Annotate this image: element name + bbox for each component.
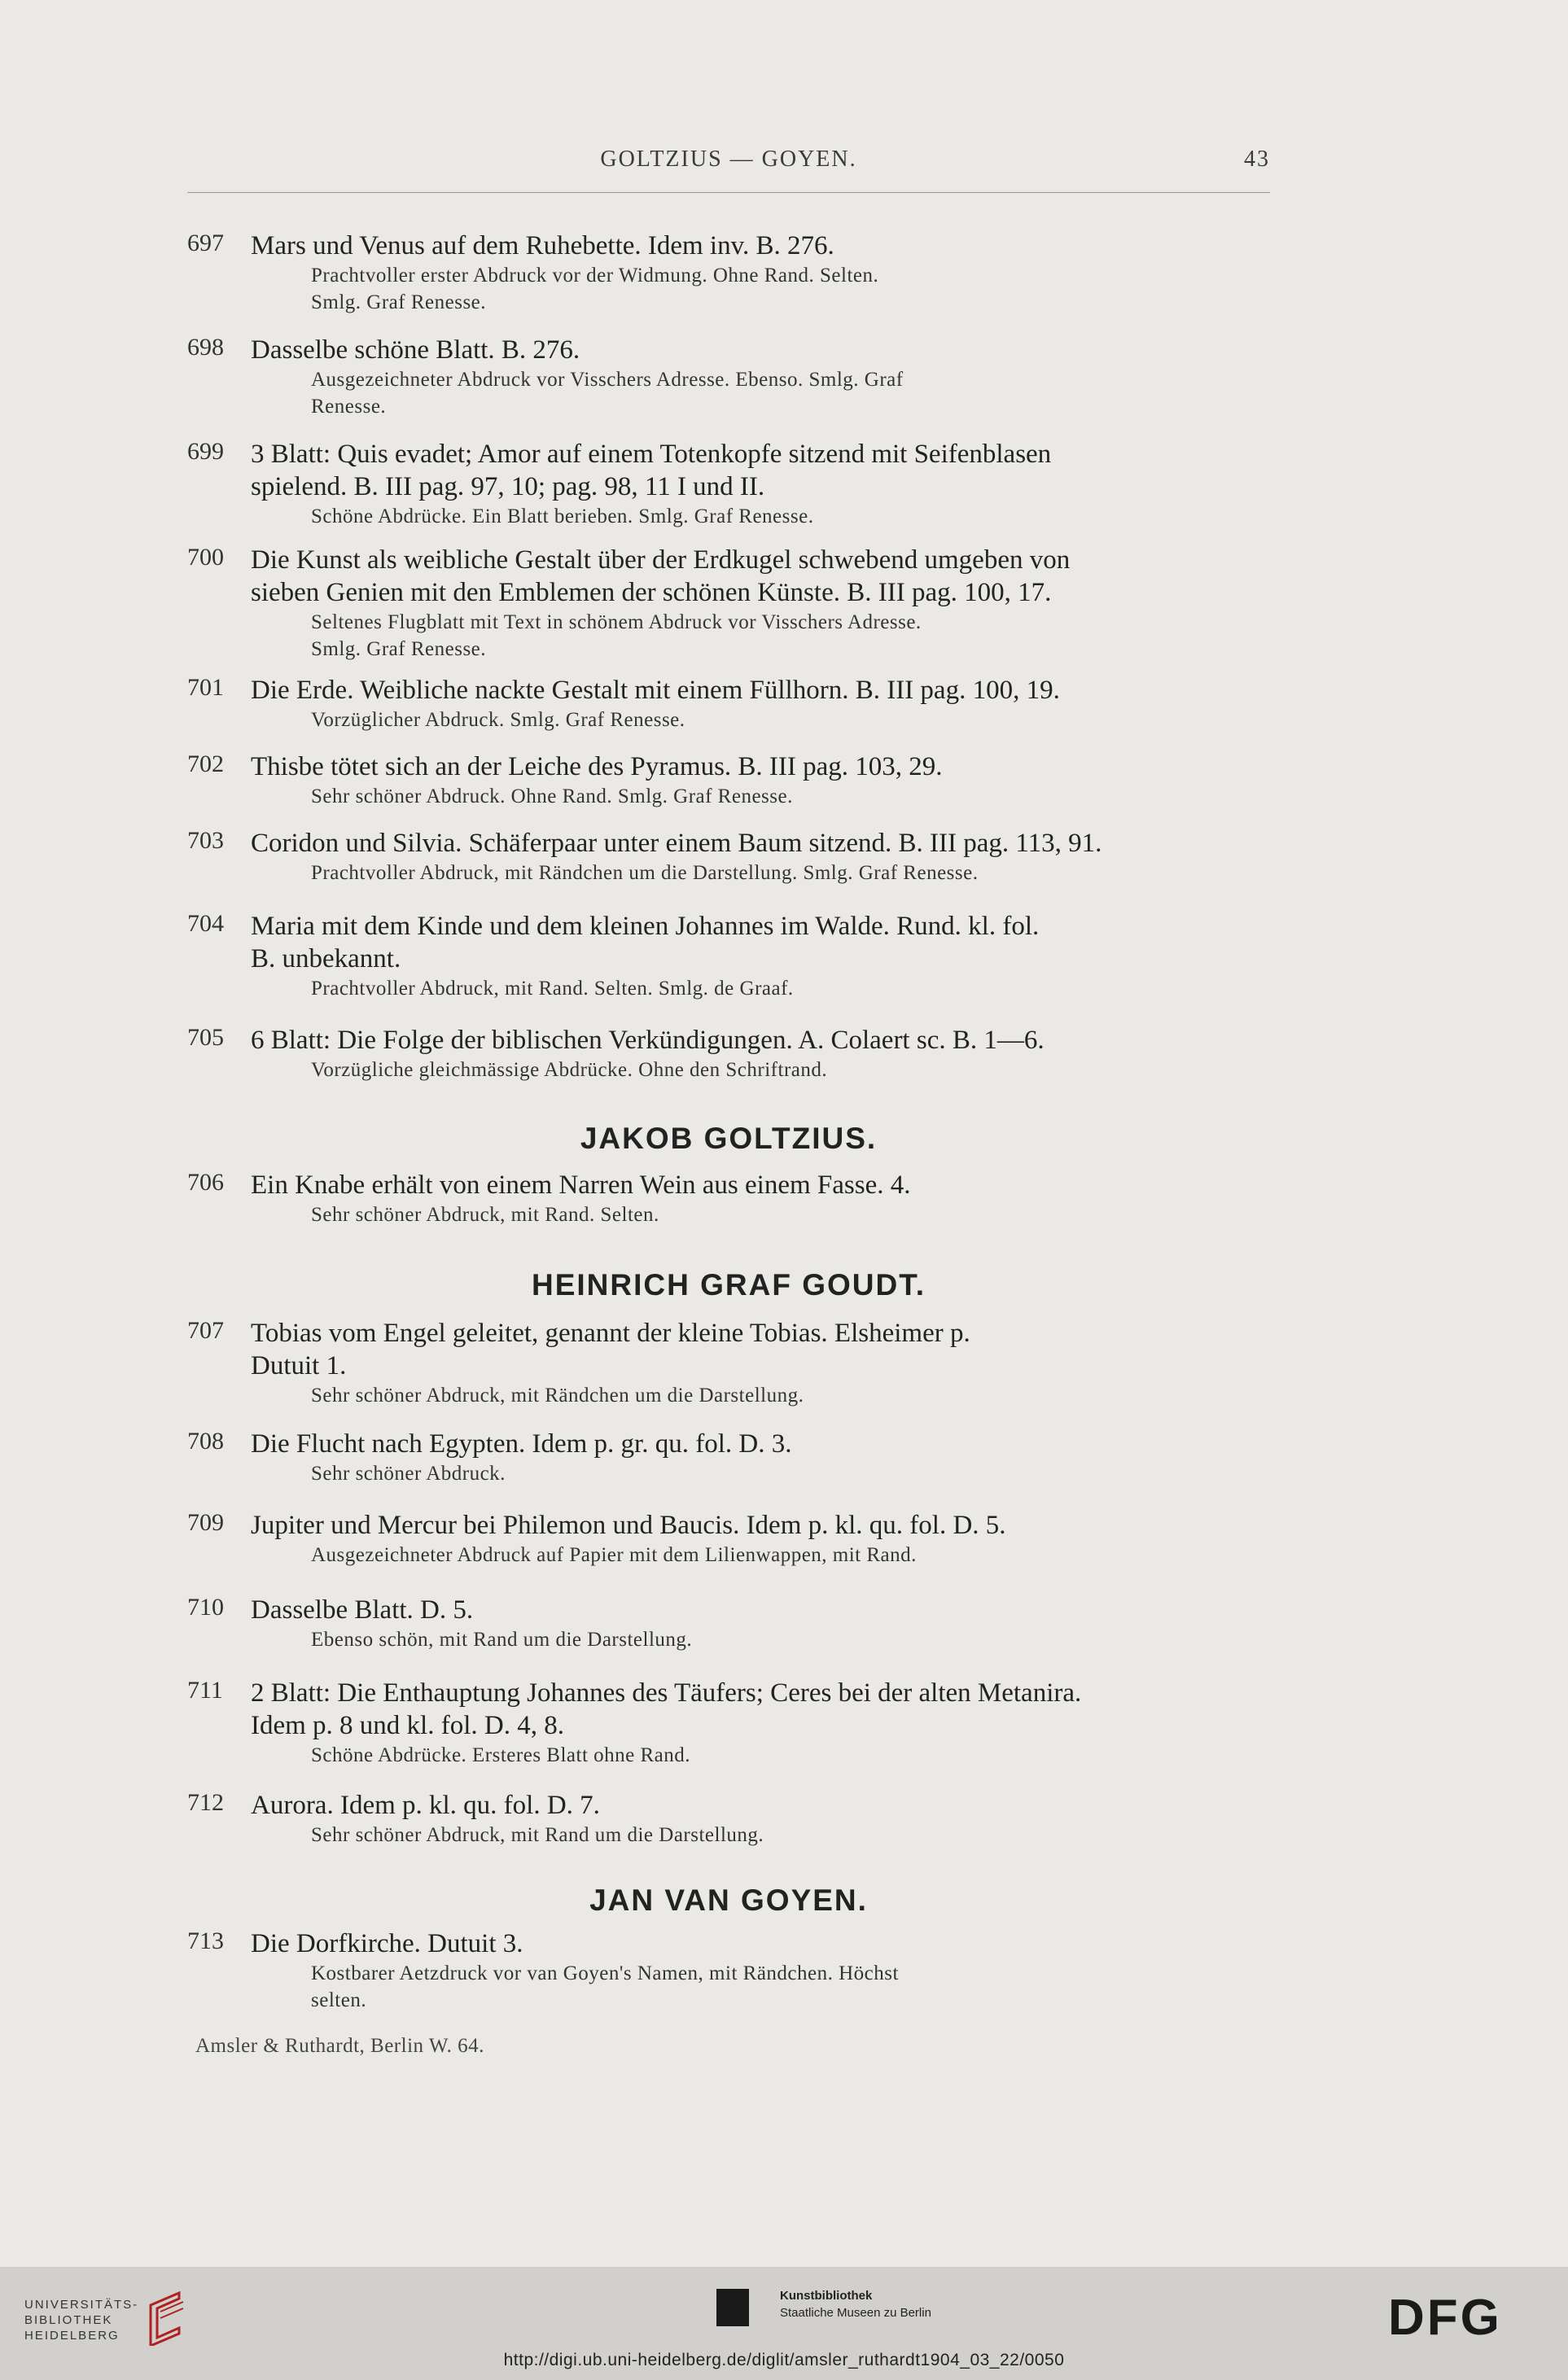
kunstbibliothek-logo-icon xyxy=(716,2289,749,2326)
entry-note: Sehr schöner Abdruck. xyxy=(311,1463,506,1485)
entry-note: Seltenes Flugblatt mit Text in schönem Abdruck vor Visschers Adresse. xyxy=(311,611,922,633)
header-rule xyxy=(187,192,1270,193)
section-heading: JAN VAN GOYEN. xyxy=(589,1883,868,1917)
ub-line: HEIDELBERG xyxy=(24,2329,120,2343)
dfg-logo: DFG xyxy=(1388,2290,1502,2346)
entry-note: Ausgezeichneter Abdruck auf Papier mit dem Lilienwappen, mit Rand. xyxy=(311,1544,917,1566)
entry-title: Die Flucht nach Egypten. Idem p. gr. qu. fol. D. 3. xyxy=(251,1429,792,1459)
entry-note: Prachtvoller Abdruck, mit Rand. Selten. Smlg. de Graaf. xyxy=(311,978,794,1000)
running-title: GOLTZIUS — GOYEN. xyxy=(600,147,857,172)
catalog-entry xyxy=(187,674,1270,733)
entry-title: Mars und Venus auf dem Ruhebette. Idem inv. B. 276. xyxy=(251,231,834,260)
entry-number: 701 xyxy=(187,674,224,701)
catalog-entry xyxy=(187,1317,1270,1409)
kunstbibliothek-label xyxy=(780,2287,931,2321)
entry-note: Renesse. xyxy=(311,396,387,418)
entry-title: Jupiter und Mercur bei Philemon und Baucis. Idem p. kl. qu. fol. D. 5. xyxy=(251,1511,1006,1540)
entry-number: 704 xyxy=(187,910,224,937)
kb-title: Kunstbibliothek xyxy=(780,2289,873,2303)
entry-number: 706 xyxy=(187,1169,224,1196)
entry-title: 6 Blatt: Die Folge der biblischen Verkündigungen. A. Colaert sc. B. 1—6. xyxy=(251,1026,1045,1055)
page-number: 43 xyxy=(1244,147,1270,172)
catalog-entry xyxy=(187,910,1270,1002)
entry-number: 707 xyxy=(187,1317,224,1344)
source-url-link[interactable]: http://digi.ub.uni-heidelberg.de/diglit/amsler_ruthardt1904_03_22/0050 xyxy=(503,2351,1065,2369)
catalog-entry xyxy=(187,1677,1270,1769)
catalog-entry xyxy=(187,1789,1270,1848)
entry-note: Sehr schöner Abdruck, mit Rand um die Darstellung. xyxy=(311,1824,764,1846)
section-heading: JAKOB GOLTZIUS. xyxy=(580,1122,878,1155)
entry-note: Vorzügliche gleichmässige Abdrücke. Ohne den Schriftrand. xyxy=(311,1059,828,1081)
printer-imprint: Amsler & Ruthardt, Berlin W. 64. xyxy=(195,2035,484,2057)
entry-note: Vorzüglicher Abdruck. Smlg. Graf Renesse. xyxy=(311,709,685,731)
catalog-entry xyxy=(187,1169,1270,1228)
entry-title: Dasselbe schöne Blatt. B. 276. xyxy=(251,335,580,365)
entry-title: Die Erde. Weibliche nackte Gestalt mit einem Füllhorn. B. III pag. 100, 19. xyxy=(251,676,1060,705)
entry-note: Kostbarer Aetzdruck vor van Goyen's Namen, mit Rändchen. Höchst xyxy=(311,1962,899,1984)
entry-number: 698 xyxy=(187,334,224,361)
entry-note: Sehr schöner Abdruck. Ohne Rand. Smlg. Graf Renesse. xyxy=(311,785,793,807)
entry-number: 697 xyxy=(187,230,224,256)
entry-note: Schöne Abdrücke. Ersteres Blatt ohne Rand. xyxy=(311,1744,691,1766)
entry-number: 702 xyxy=(187,750,224,777)
entry-title-cont: spielend. B. III pag. 97, 10; pag. 98, 11 I und II. xyxy=(251,472,765,501)
entry-title: 3 Blatt: Quis evadet; Amor auf einem Totenkopfe sitzend mit Seifenblasen xyxy=(251,440,1052,469)
entry-note: selten. xyxy=(311,1989,367,2011)
catalog-entry xyxy=(187,1428,1270,1487)
entry-note: Smlg. Graf Renesse. xyxy=(311,291,487,313)
catalog-entry xyxy=(187,750,1270,810)
entry-number: 713 xyxy=(187,1927,224,1954)
entry-title: 2 Blatt: Die Enthauptung Johannes des Täufers; Ceres bei der alten Metanira. xyxy=(251,1678,1082,1708)
entry-title: Dasselbe Blatt. D. 5. xyxy=(251,1595,474,1625)
entry-note: Prachtvoller Abdruck, mit Rändchen um die Darstellung. Smlg. Graf Renesse. xyxy=(311,862,979,884)
entry-title: Die Dorfkirche. Dutuit 3. xyxy=(251,1929,523,1958)
entry-number: 712 xyxy=(187,1789,224,1816)
entry-title-cont: sieben Genien mit den Emblemen der schönen Künste. B. III pag. 100, 17. xyxy=(251,578,1052,607)
entry-title: Coridon und Silvia. Schäferpaar unter einem Baum sitzend. B. III pag. 113, 91. xyxy=(251,829,1102,858)
entry-title-cont: B. unbekannt. xyxy=(251,944,401,973)
catalog-entry xyxy=(187,1509,1270,1568)
catalog-entry xyxy=(187,827,1270,886)
entry-number: 711 xyxy=(187,1677,223,1704)
catalog-entry xyxy=(187,230,1270,316)
catalog-entry xyxy=(187,1927,1270,2014)
entry-note: Ebenso schön, mit Rand um die Darstellung. xyxy=(311,1629,693,1651)
entry-number: 705 xyxy=(187,1024,224,1051)
entry-title: Thisbe tötet sich an der Leiche des Pyramus. B. III pag. 103, 29. xyxy=(251,752,943,781)
ub-heidelberg-label xyxy=(24,2297,138,2343)
catalog-entry xyxy=(187,1024,1270,1083)
kb-subtitle: Staatliche Museen zu Berlin xyxy=(780,2306,931,2320)
entry-number: 710 xyxy=(187,1594,224,1621)
ub-line: UNIVERSITÄTS- xyxy=(24,2298,139,2312)
entry-title: Aurora. Idem p. kl. qu. fol. D. 7. xyxy=(251,1791,600,1820)
entry-title-cont: Idem p. 8 und kl. fol. D. 4, 8. xyxy=(251,1711,564,1740)
entry-number: 703 xyxy=(187,827,224,854)
entry-number: 700 xyxy=(187,544,224,571)
entry-note: Prachtvoller erster Abdruck vor der Widmung. Ohne Rand. Selten. xyxy=(311,265,879,287)
entry-title: Die Kunst als weibliche Gestalt über der Erdkugel schwebend umgeben von xyxy=(251,545,1071,575)
entry-note: Sehr schöner Abdruck, mit Rand. Selten. xyxy=(311,1204,659,1226)
section-heading: HEINRICH GRAF GOUDT. xyxy=(532,1268,926,1302)
entry-note: Ausgezeichneter Abdruck vor Visschers Adresse. Ebenso. Smlg. Graf xyxy=(311,369,904,391)
catalog-entry xyxy=(187,544,1270,663)
entry-note: Sehr schöner Abdruck, mit Rändchen um die Darstellung. xyxy=(311,1385,804,1407)
entry-note: Smlg. Graf Renesse. xyxy=(311,638,487,660)
entry-number: 709 xyxy=(187,1509,224,1536)
catalog-entry xyxy=(187,334,1270,420)
entry-note: Schöne Abdrücke. Ein Blatt berieben. Smlg. Graf Renesse. xyxy=(311,505,814,527)
catalog-entry xyxy=(187,1594,1270,1653)
entry-title-cont: Dutuit 1. xyxy=(251,1351,347,1380)
entry-title: Tobias vom Engel geleitet, genannt der kleine Tobias. Elsheimer p. xyxy=(251,1319,970,1348)
catalog-entry xyxy=(187,438,1270,530)
entry-number: 708 xyxy=(187,1428,224,1455)
entry-number: 699 xyxy=(187,438,224,465)
ub-logo-icon xyxy=(142,2289,191,2346)
entry-title: Ein Knabe erhält von einem Narren Wein aus einem Fasse. 4. xyxy=(251,1170,911,1200)
entry-title: Maria mit dem Kinde und dem kleinen Johannes im Walde. Rund. kl. fol. xyxy=(251,912,1040,941)
ub-line: BIBLIOTHEK xyxy=(24,2313,113,2327)
